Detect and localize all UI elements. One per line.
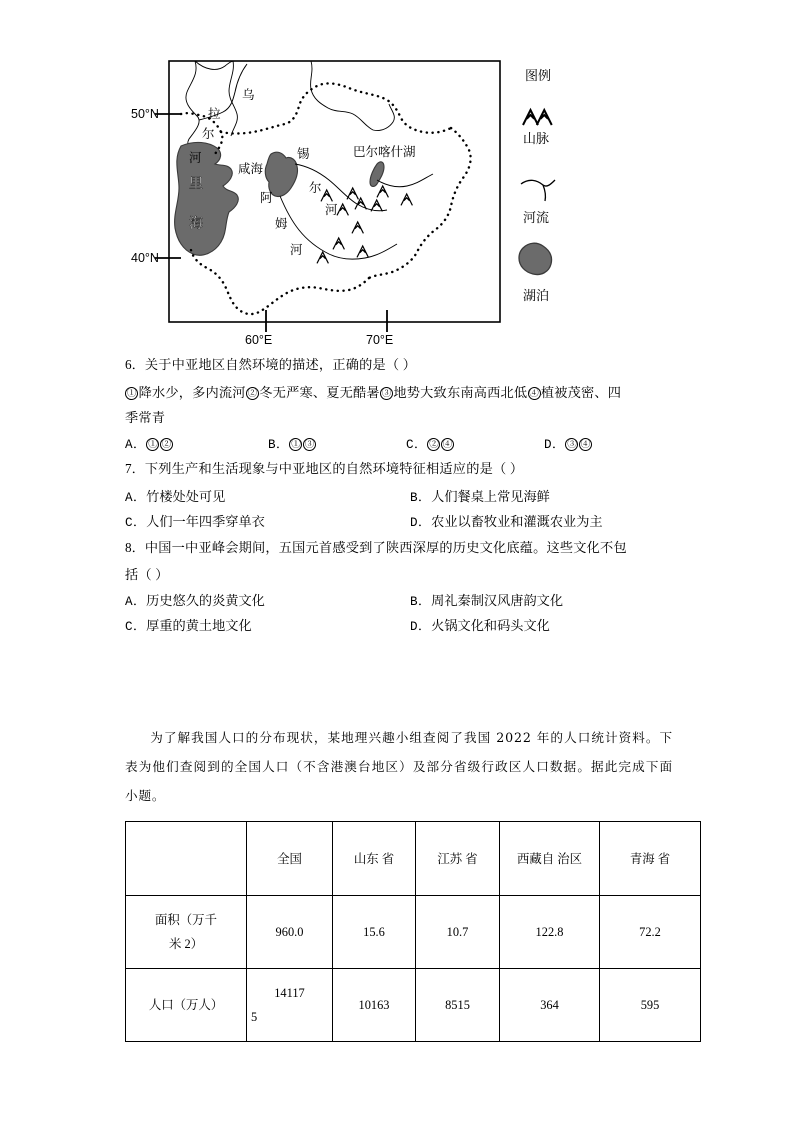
header-shandong-line1: 山东 省 [353, 851, 395, 866]
circle-1: ① [126, 387, 137, 399]
area-xizang: 122.8 [500, 896, 600, 969]
map-label-la: 拉 [208, 107, 221, 121]
map-label-er1: 尔 [202, 127, 215, 141]
option-a-circle-1: ① [148, 438, 158, 450]
item-4-text: 植被茂密、四 [540, 384, 622, 400]
question-6-text: 关于中亚地区自然环境的描述，正确的是（ ） [144, 357, 417, 372]
question-8-option-a[interactable] [125, 588, 265, 616]
question-8-number: 8 [125, 539, 132, 555]
question-8-option-c[interactable] [125, 613, 252, 641]
question-6-number: 6 [125, 357, 132, 372]
header-xizang-line1: 西藏自 治区 [516, 851, 583, 866]
map-label-mu: 姆 [275, 217, 288, 231]
lon-label-60e: 60°E [245, 333, 273, 346]
question-6-option-c[interactable] [406, 431, 454, 459]
map-label-xianhai: 咸海 [238, 162, 264, 176]
option-b-tag: B． [410, 490, 432, 505]
question-8-stem-line1: 8．中国一中亚峰会期间，五国元首感受到了陕西深厚的历史文化底蕴。这些文化不包 [125, 539, 627, 556]
option-c-tag: C． [406, 437, 428, 452]
option-d-tag: D． [410, 620, 432, 634]
question-6-stem: 6．关于中亚地区自然环境的描述，正确的是（ ） [125, 357, 417, 373]
question-7-option-a[interactable] [125, 484, 225, 512]
question-8-text-1: 中国一中亚峰会期间，五国元首感受到了陕西深厚的历史文化底蕴。这些文化不包 [144, 539, 627, 555]
population-qinghai: 595 [600, 969, 701, 1042]
questions-block [125, 352, 673, 639]
question-6-option-d[interactable] [544, 431, 592, 459]
map-label-lihai-1: 里 [189, 175, 203, 191]
population-shandong: 10163 [333, 969, 416, 1042]
map-svg [125, 36, 670, 346]
option-a-tag: A． [125, 437, 147, 452]
option-d-circle-1: ③ [567, 438, 577, 450]
option-c-text: 人们一年四季穿单衣 [146, 514, 265, 529]
table-header-jiangsu [416, 822, 500, 896]
lon-label-70e: 70°E [366, 333, 394, 346]
question-7-options-row1 [125, 484, 673, 510]
header-qinghai-line1: 青海 省 [629, 851, 671, 866]
question-8-stem-line2: 括（ ） [125, 567, 169, 582]
header-jiangsu-line1: 江苏 省 [437, 851, 478, 866]
option-a-text: 竹楼处处可见 [146, 488, 226, 504]
population-table-wrap [125, 821, 670, 1042]
population-quanguo-line1: 14117 [274, 986, 305, 1000]
row-header-area-line2: 米 2） [168, 937, 204, 951]
option-b-circle-2: ③ [304, 438, 315, 450]
table-header-quanguo: 全国 [247, 822, 333, 896]
map-label-xi: 锡 [297, 147, 310, 161]
map-label-lihai-2: 海 [189, 215, 203, 231]
area-shandong: 15.6 [333, 896, 416, 969]
question-7-options-row2 [125, 509, 673, 535]
row-header-population: 人口（万人） [126, 969, 247, 1042]
area-jiangsu: 10.7 [416, 896, 500, 969]
option-d-text: 火锅文化和码头文化 [431, 618, 550, 633]
option-d-text: 农业以畜牧业和灌溉农业为主 [431, 514, 603, 529]
map-label-balkhash: 巴尔喀什湖 [353, 145, 416, 159]
row-header-area [126, 896, 247, 969]
legend-label-lakes: 湖泊 [523, 288, 550, 303]
population-quanguo-line2: 5 [251, 1010, 258, 1024]
option-a-text: 历史悠久的炎黄文化 [146, 592, 265, 608]
table-row-area [126, 896, 701, 969]
option-a-tag: A． [125, 490, 147, 505]
map-label-he2: 河 [325, 203, 338, 217]
population-jiangsu: 8515 [416, 969, 500, 1042]
table-header-row [126, 822, 701, 896]
question-6-items-line2: 季常青 [125, 410, 166, 425]
question-7-stem: 7．下列生产和生活现象与中亚地区的自然环境特征相适应的是（ ） [125, 461, 524, 477]
option-c-text: 厚重的黄土地文化 [146, 618, 252, 633]
question-6-option-b[interactable] [268, 431, 316, 459]
option-c-tag: C． [125, 516, 147, 530]
population-xizang: 364 [500, 969, 600, 1042]
population-data-table [125, 821, 701, 1042]
question-8-options-row1 [125, 588, 673, 614]
question-7-option-c[interactable] [125, 509, 265, 537]
lake-icon [519, 243, 552, 274]
table-header-corner [126, 822, 247, 896]
question-7-option-b[interactable] [410, 484, 550, 512]
circle-3: ③ [381, 387, 392, 399]
question-7-number: 7 [125, 461, 132, 476]
question-8-options-row2 [125, 613, 673, 639]
option-d-circle-2: ④ [580, 438, 591, 450]
question-6-option-a[interactable] [125, 431, 173, 459]
area-quanguo: 960.0 [247, 896, 333, 969]
question-7-option-d[interactable] [410, 509, 603, 537]
option-b-text: 人们餐桌上常见海鲜 [431, 488, 550, 504]
map-label-he1: 河 [189, 151, 202, 165]
circle-2: ② [247, 387, 258, 399]
option-a-tag: A． [125, 594, 147, 609]
legend-label-rivers: 河流 [523, 210, 550, 225]
option-a-circle-2: ② [161, 438, 172, 450]
row-header-area-line1: 面积（万千 [155, 913, 217, 927]
table-header-qinghai [600, 822, 701, 896]
central-asia-map-figure [125, 36, 670, 346]
map-label-he3: 河 [290, 243, 303, 257]
legend-title: 图例 [525, 68, 552, 83]
option-b-text: 周礼秦制汉风唐韵文化 [431, 592, 564, 608]
mountain-range-icon [523, 110, 552, 125]
question-8-option-d[interactable] [410, 613, 550, 641]
question-6-items-line1 [125, 380, 673, 406]
material-intro-text: 为了解我国人口的分布现状，某地理兴趣小组查阅了我国 2022 年的人口统计资料。下表为他们查阅到的全国人口（不含港澳台地区）及部分省级行政区人口数据。据此完成下面小题。 [125, 730, 673, 803]
item-2-text: 冬无严寒、夏无酷暑 [259, 384, 380, 400]
circle-4: ④ [529, 387, 539, 399]
option-b-tag: B． [410, 594, 432, 609]
option-c-tag: C． [125, 620, 147, 634]
population-quanguo [247, 969, 333, 1042]
material-intro [125, 723, 673, 810]
item-1-text: 降水少，多内流河 [138, 384, 246, 400]
option-d-tag: D． [544, 437, 566, 452]
map-label-wu: 乌 [242, 88, 255, 102]
option-c-circle-1: ② [429, 438, 439, 450]
option-d-tag: D． [410, 516, 432, 530]
table-header-shandong [333, 822, 416, 896]
question-7-text: 下列生产和生活现象与中亚地区的自然环境特征相适应的是（ ） [144, 461, 524, 476]
map-label-a: 阿 [260, 191, 273, 205]
legend-label-mountains: 山脉 [523, 131, 550, 146]
question-6-options [125, 431, 673, 457]
area-qinghai: 72.2 [600, 896, 701, 969]
table-header-xizang [500, 822, 600, 896]
lat-label-40n: 40°N [131, 251, 159, 265]
item-3-text: 地势大致东南高西北低 [393, 384, 528, 400]
map-label-er2: 尔 [309, 181, 322, 195]
question-8-option-b[interactable] [410, 588, 563, 616]
lat-label-50n: 50°N [131, 107, 159, 121]
option-b-tag: B． [268, 437, 290, 452]
river-icon [521, 180, 555, 201]
option-b-circle-1: ① [291, 438, 301, 450]
table-row-population [126, 969, 701, 1042]
option-c-circle-2: ④ [442, 438, 453, 450]
